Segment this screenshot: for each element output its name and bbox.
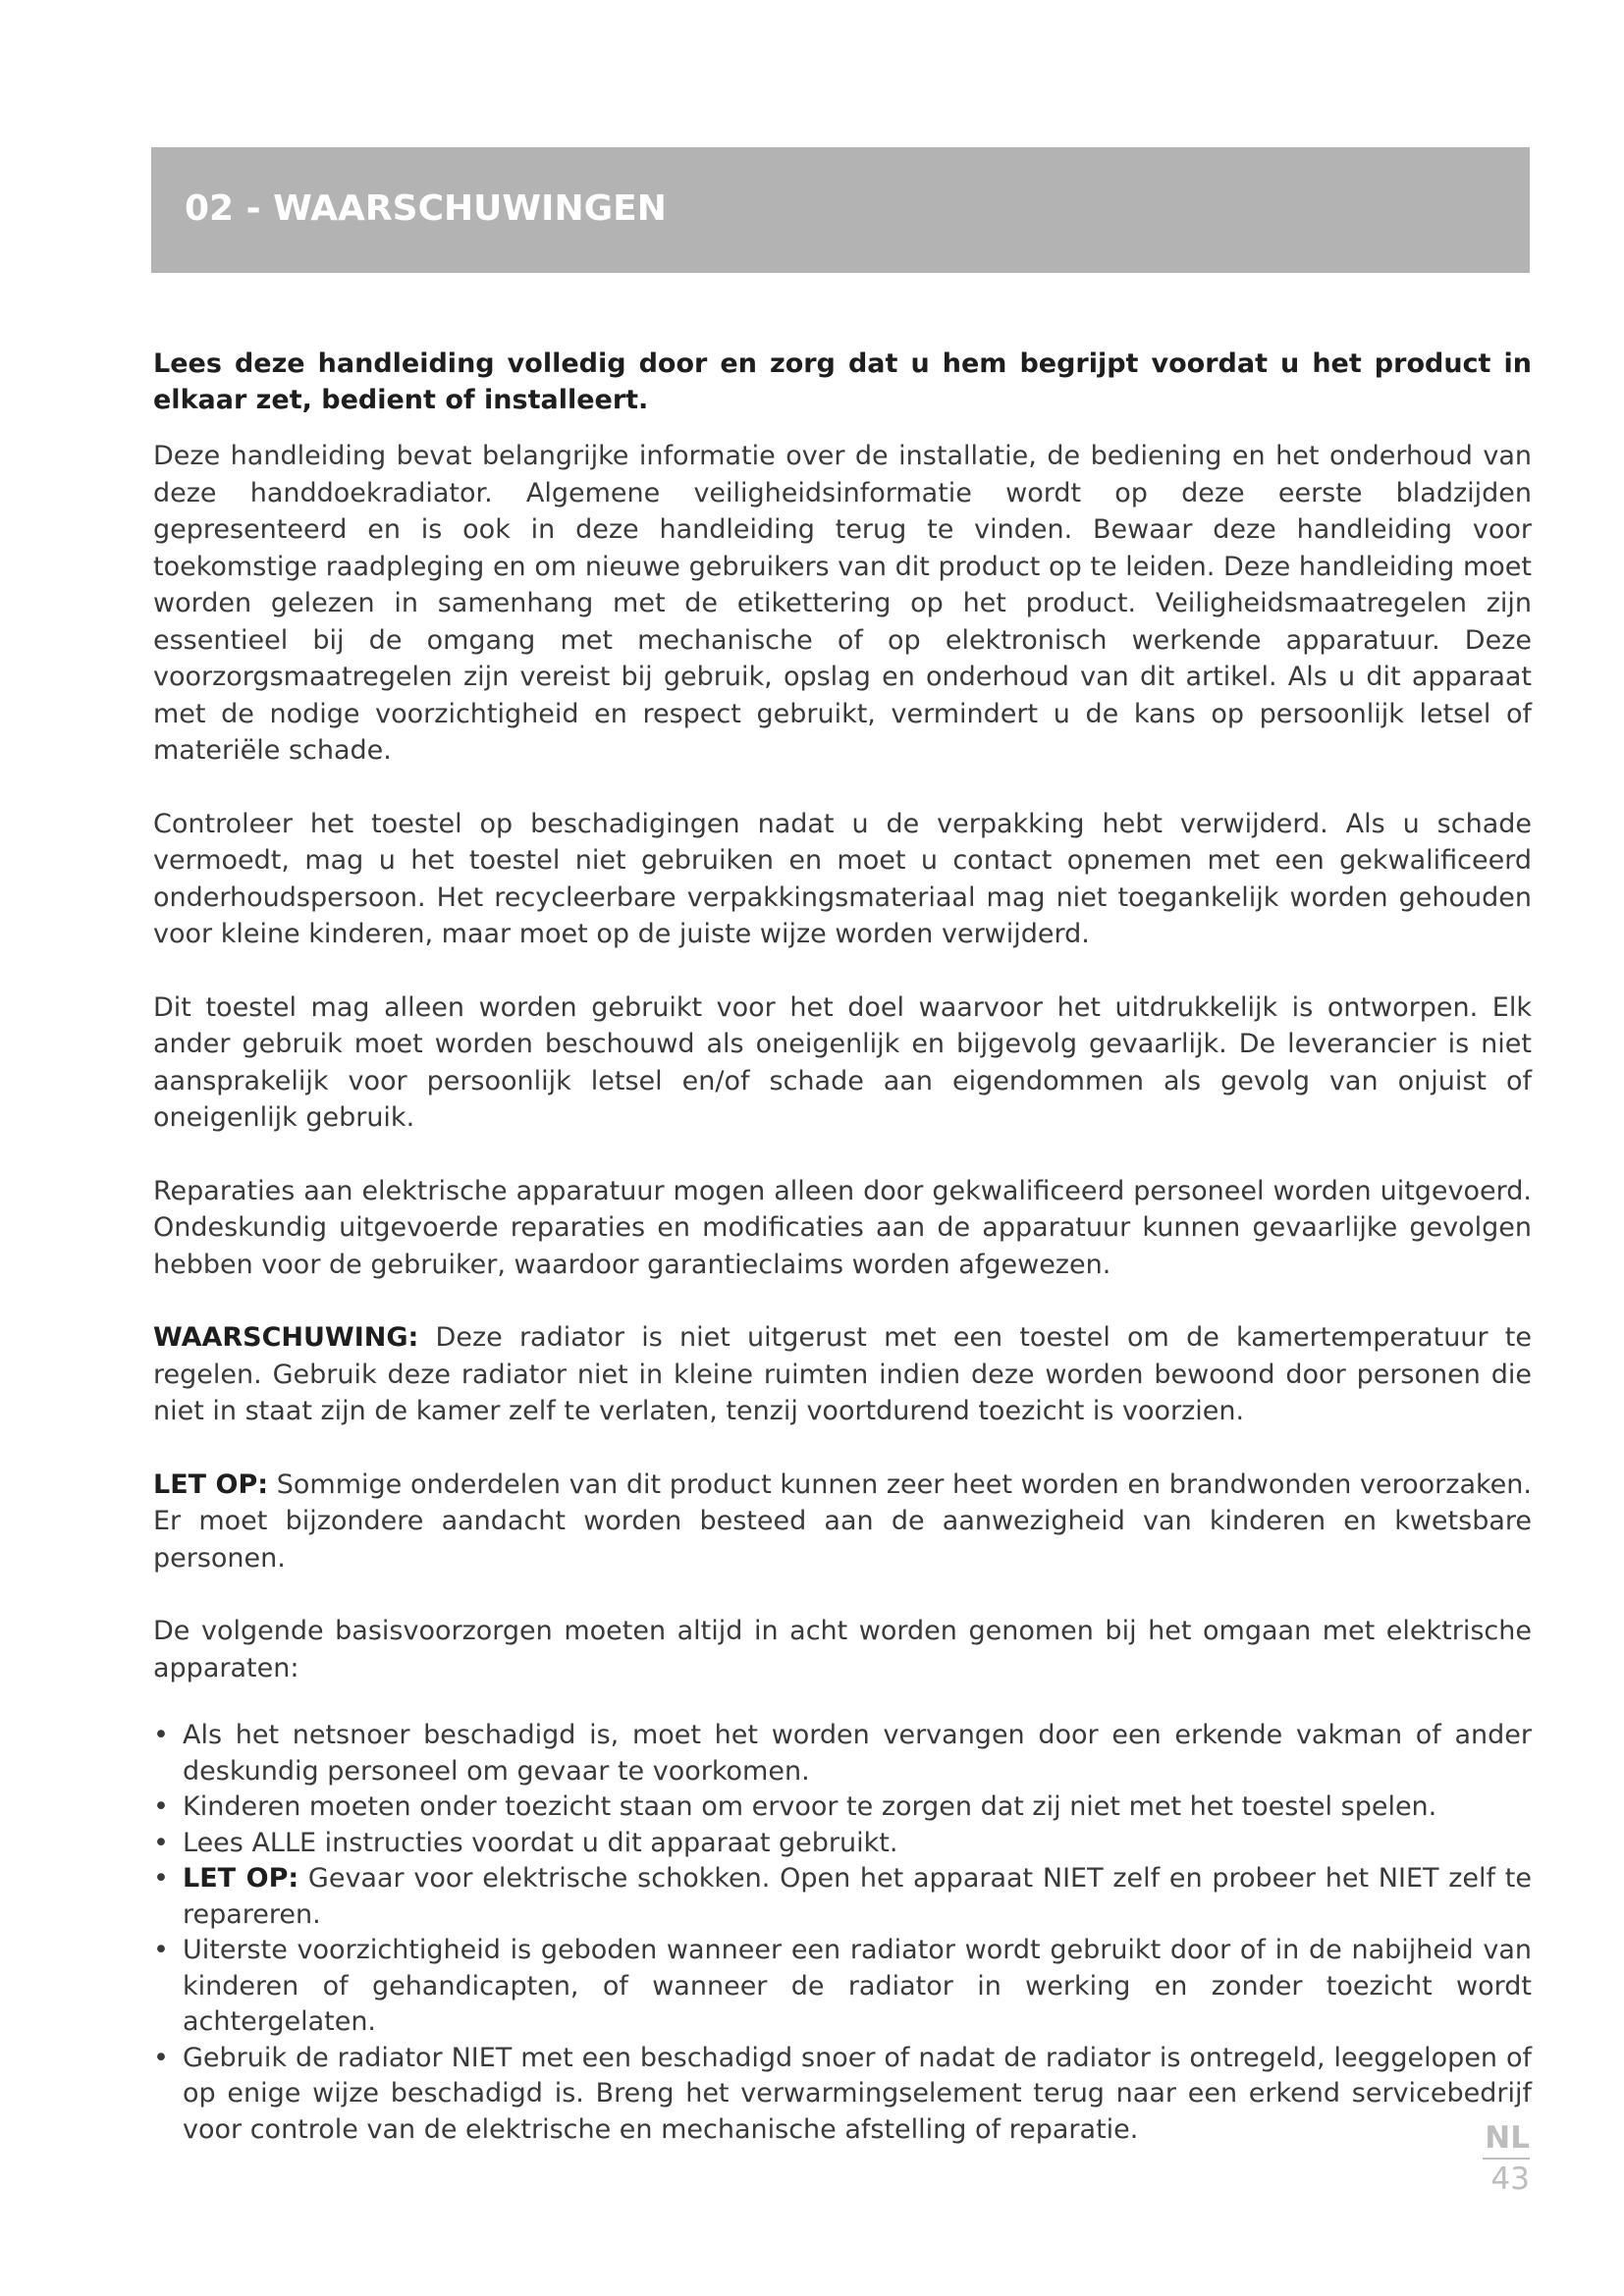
warning-paragraph [153,1319,1532,1430]
section-header-bar [151,147,1530,273]
paragraph-inspection: Controleer het toestel op beschadigingen nadat u de verpakking hebt verwijderd. Als u schade vermoedt, mag u het toestel niet gebruiken en moet u contact opnemen met een gekwalificeerd onderhoudspersoon. Het recycleerbare verpakkingsmateriaal mag niet toegankelijk worden gehouden voor kleine kinderen, maar moet op de juiste wijze worden verwijderd. [153,808,1532,949]
caution-label: LET OP: [153,1468,269,1500]
list-item [153,2041,1532,2149]
list-item [153,1933,1532,2041]
precautions-list [153,1718,1532,2148]
list-item [153,1861,1532,1933]
list-item-text: Gebruik de radiator NIET met een beschadigd snoer of nadat de radiator is ontregeld, leeggelopen of op enige wijze beschadigd is. Breng het verwarmingselement terug naar een erkend servicebedrijf voor controle van de elektrische en mechanische afstelling of reparatie. [183,2042,1532,2145]
list-item-text: Lees ALLE instructies voordat u dit apparaat gebruikt. [183,1827,898,1858]
bullet-icon: • [153,2042,169,2073]
list-item-text: Als het netsnoer beschadigd is, moet het worden vervangen door een erkende vakman of ander deskundig personeel om gevaar te voorkomen. [183,1720,1532,1787]
page-content [153,346,1532,2148]
paragraph-repairs: Reparaties aan elektrische apparatuur mogen alleen door gekwalificeerd personeel worden uitgevoerd. Ondeskundig uitgevoerde reparaties en modificaties aan de apparatuur kunnen gevaarlijke gevolgen hebben voor de gebruiker, waardoor garantieclaims worden afgewezen. [153,1175,1532,1280]
bullet-icon: • [153,1720,169,1750]
bullet-icon: • [153,1863,169,1894]
caution-text: Sommige onderdelen van dit product kunnen zeer heet worden en brandwonden veroorzaken. Er moet bijzondere aandacht worden besteed aan de aanwezigheid van kinderen en kwetsbare personen. [153,1468,1532,1574]
list-item-text: Uiterste voorzichtigheid is geboden wanneer een radiator wordt gebruikt door of in de nabijheid van kinderen of gehandicapten, of wanneer de radiator in werking en zonder toezicht wordt achtergelaten. [183,1935,1532,2037]
language-label: NL [1483,2120,1530,2160]
warning-text: Deze radiator is niet uitgerust met een toestel om de kamertemperatuur te regelen. Gebruik deze radiator niet in kleine ruimten indien deze worden bewoond door personen die niet in staat zijn de kamer zelf te verlaten, tenzij voortdurend toezicht is voorzien. [153,1322,1532,1426]
paragraph-general-info: Deze handleiding bevat belangrijke informatie over de installatie, de bediening en het onderhoud van deze handdoekradiator. Algemene veiligheidsinformatie wordt op deze eerste bladzijden gepresenteerd en is ook in deze handleiding terug te vinden. Bewaar deze handleiding voor toekomstige raadpleging en om nieuwe gebruikers van dit product op te leiden. Deze handleiding moet worden gelezen in samenhang met de etikettering op het product. Veiligheidsmaatregelen zijn essentieel bij de omgang met mechanische of op elektronisch werkende apparatuur. Deze voorzorgsmaatregelen zijn vereist bij gebruik, opslag en onderhoud van dit artikel. Als u dit apparaat met de nodige voorzichtigheid en respect gebruikt, vermindert u de kans op persoonlijk letsel of materiële schade. [153,441,1532,766]
list-item-text: Kinderen moeten onder toezicht staan om ervoor te zorgen dat zij niet met het toestel spelen. [183,1791,1437,1822]
list-item-label: LET OP: [183,1863,299,1894]
bullet-icon: • [153,1827,169,1858]
basics-intro: De volgende basisvoorzorgen moeten altijd in acht worden genomen bij het omgaan met elektrische apparaten: [153,1616,1532,1683]
list-item-text: Gevaar voor elektrische schokken. Open het apparaat NIET zelf en probeer het NIET zelf te repareren. [183,1863,1532,1930]
list-item [153,1826,1532,1862]
intro-text: Lees deze handleiding volledig door en zorg dat u hem begrijpt voordat u het product in elkaar zet, bedient of installeert. [153,348,1532,415]
warning-label: WAARSCHUWING: [153,1322,419,1353]
list-item [153,1789,1532,1826]
paragraph-intended-use: Dit toestel mag alleen worden gebruikt voor het doel waarvoor het uitdrukkelijk is ontworpen. Elk ander gebruik moet worden beschouwd als oneigenlijk en bijgevolg gevaarlijk. De leverancier is niet aansprakelijk voor persoonlijk letsel en/of schade aan eigendommen als gevolg van onjuist of oneigenlijk gebruik. [153,991,1532,1133]
list-item [153,1718,1532,1789]
caution-paragraph [153,1467,1532,1577]
page-number: 43 [1490,2162,1530,2197]
bullet-icon: • [153,1935,169,1965]
section-title: 02 - WAARSCHUWINGEN [185,188,667,229]
bullet-icon: • [153,1791,169,1822]
